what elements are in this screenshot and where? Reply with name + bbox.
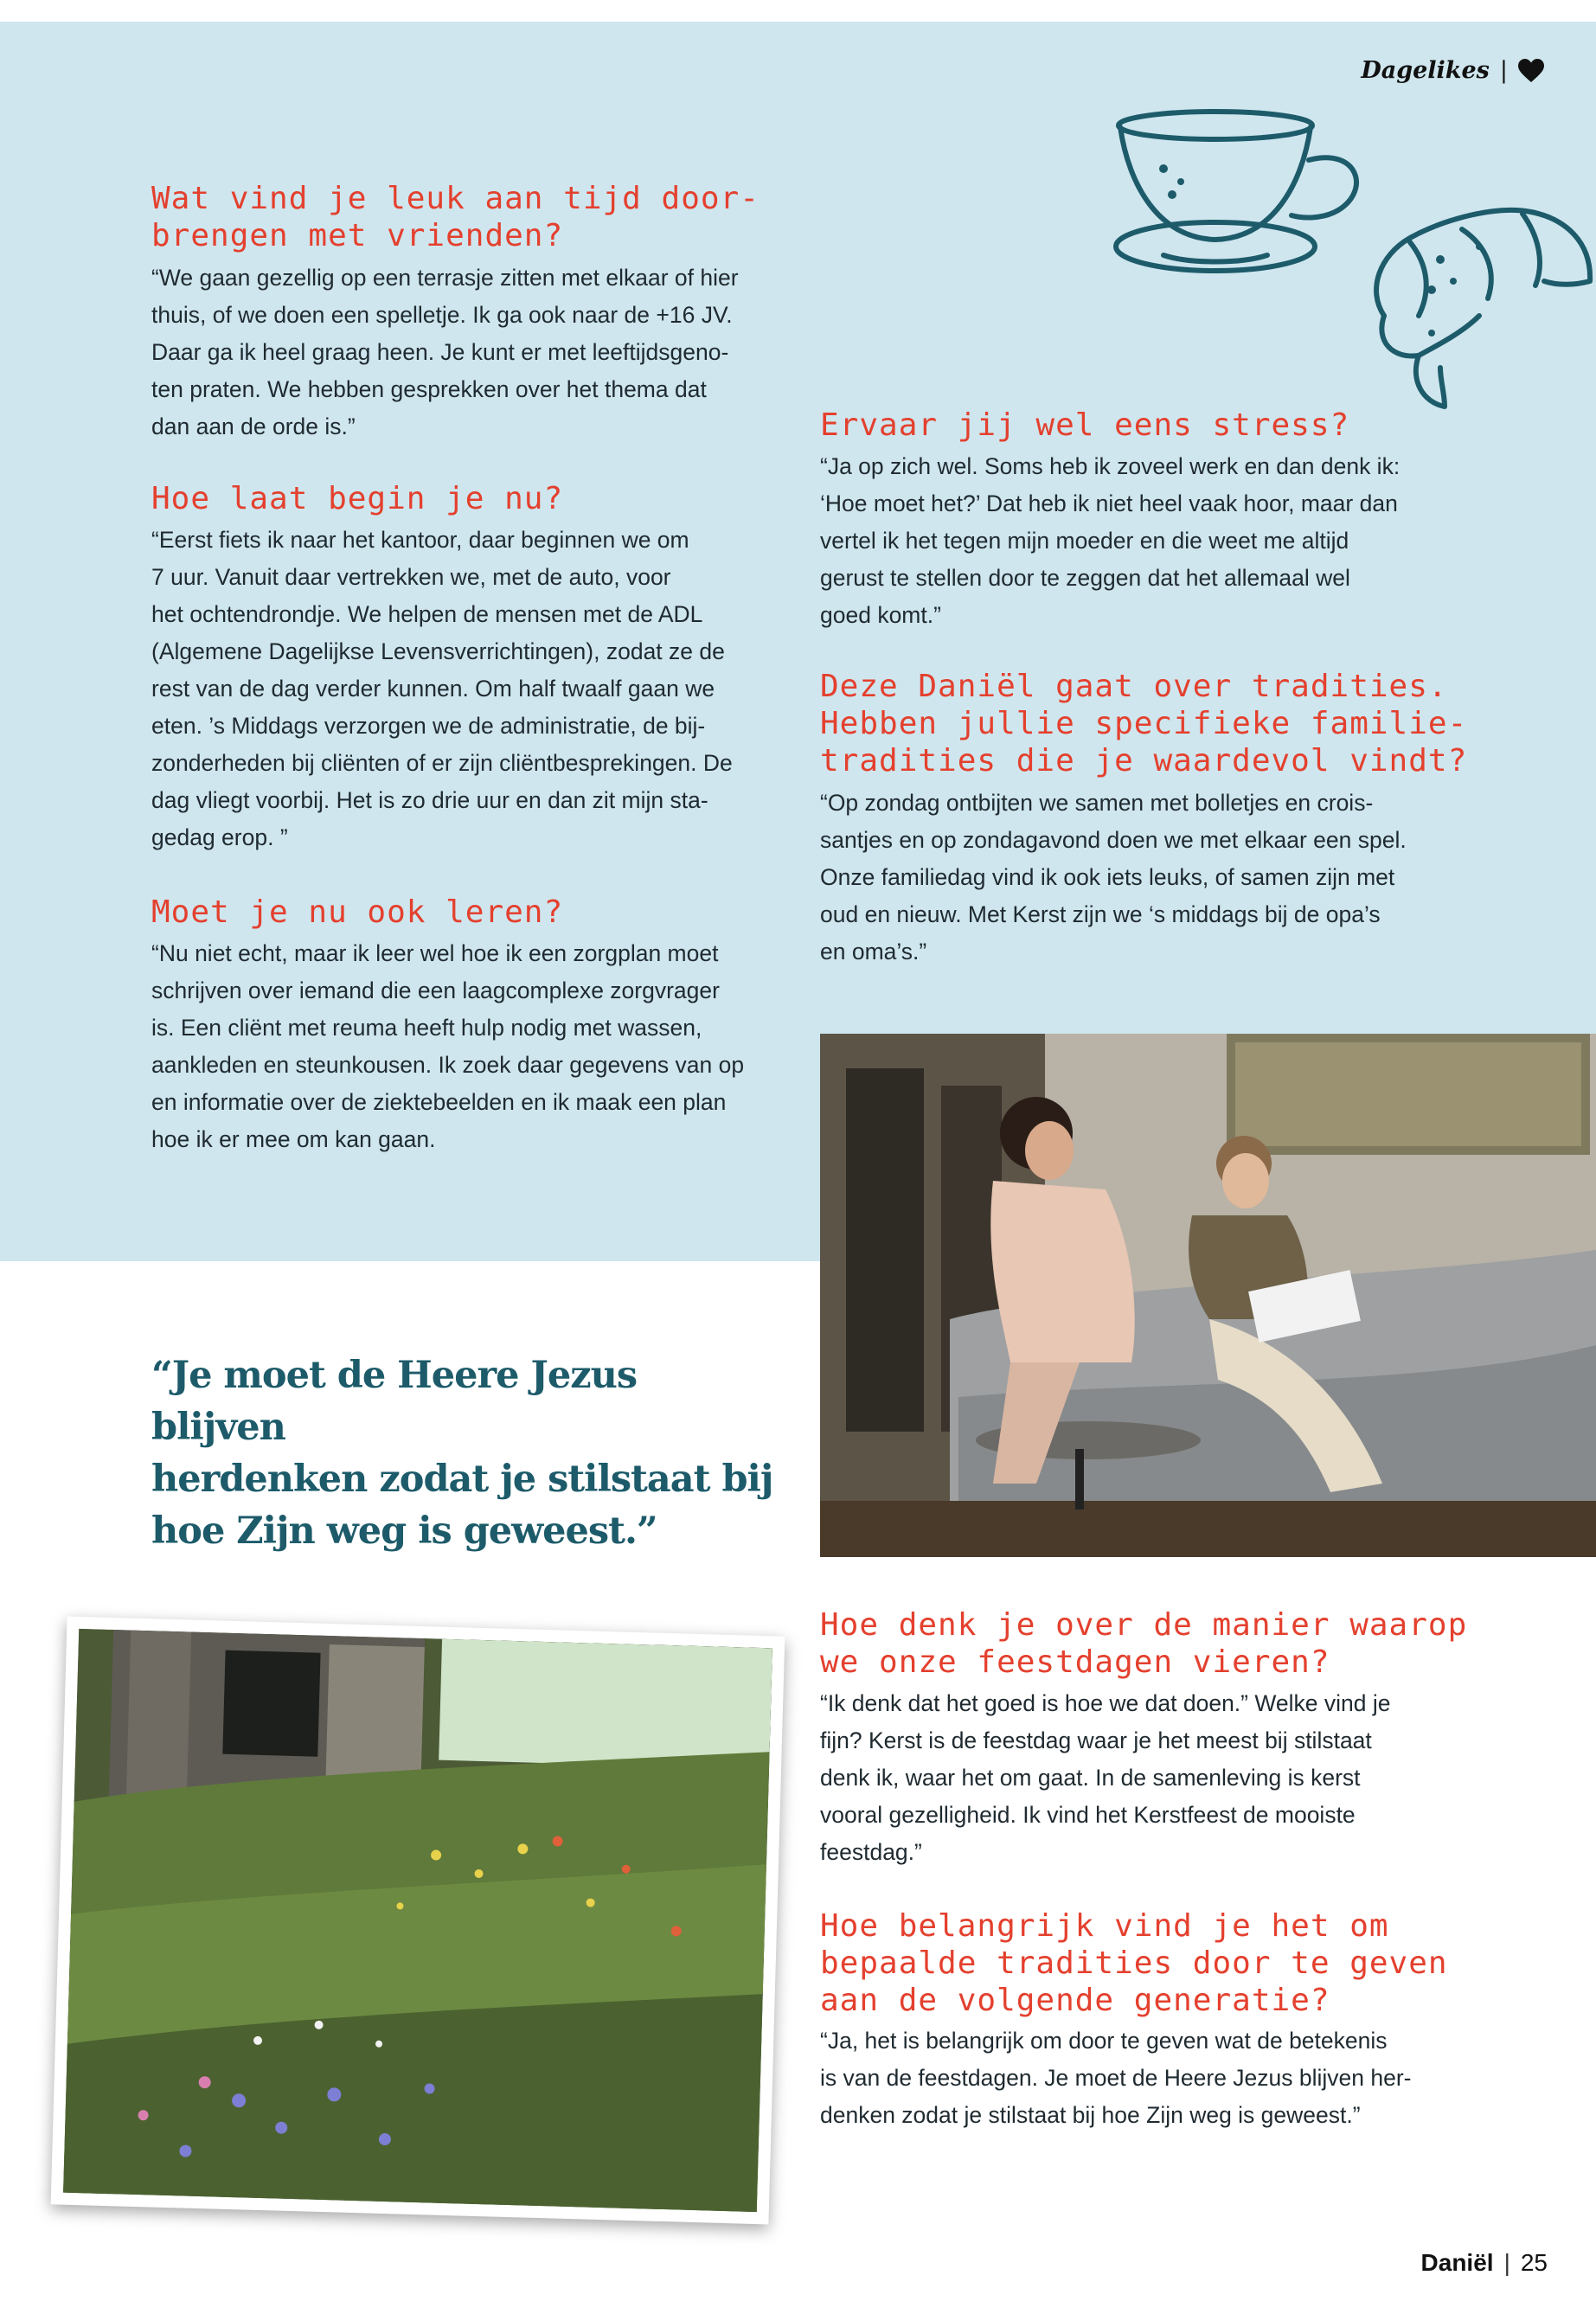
- answer-line: 7 uur. Vanuit daar vertrekken we, met de auto, voor: [151, 564, 671, 590]
- answer-text: [820, 1685, 1564, 1871]
- pull-quote-line: “Je moet de Heere Jezus blijven: [151, 1354, 638, 1449]
- answer-line: vertel ik het tegen mijn moeder en die weet me altijd: [820, 528, 1349, 554]
- answer-line: aankleden en steunkousen. Ik zoek daar gegevens van op: [151, 1052, 745, 1078]
- footer-separator: |: [1503, 2249, 1510, 2276]
- magazine-name: Daniël: [1420, 2249, 1494, 2276]
- question-heading: Hoe denk je over de manier waarop we onze feestdagen vieren?: [820, 1607, 1468, 1680]
- answer-line: (Algemene Dagelijkse Levensverrichtingen), zodat ze de: [151, 638, 725, 664]
- answer-line: feestdag.”: [820, 1839, 922, 1865]
- answer-line: en informatie over de ziektebeelden en ik maak een plan: [151, 1089, 727, 1115]
- answer-text: [820, 2022, 1564, 2134]
- answer-line: vooral gezelligheid. Ik vind het Kerstfeest de mooiste: [820, 1802, 1356, 1828]
- answer-line: thuis, of we doen een spelletje. Ik ga ook naar de +16 JV.: [151, 302, 733, 328]
- answer-line: het ochtendrondje. We helpen de mensen met de ADL: [151, 601, 703, 627]
- answer-line: dag vliegt voorbij. Het is zo drie uur en dan zit mijn sta-: [151, 787, 708, 813]
- garden-photo-scene: [63, 1629, 772, 2212]
- answer-text: [820, 785, 1564, 971]
- question-heading: Hoe belangrijk vind je het om bepaalde tradities door te geven aan de volgende generatie?: [820, 1908, 1448, 2018]
- couple-photo: [820, 1034, 1596, 1557]
- answer-text: [151, 260, 809, 445]
- answer-line: gedag erop. ”: [151, 824, 288, 850]
- answer-line: fijn? Kerst is de feestdag waar je het meest bij stilstaat: [820, 1727, 1372, 1753]
- answer-line: ten praten. We hebben gesprekken over het thema dat: [151, 376, 707, 402]
- question-heading: Wat vind je leuk aan tijd door- brengen met vrienden?: [151, 181, 760, 253]
- question-heading: Moet je nu ook leren?: [151, 894, 564, 930]
- answer-line: eten. ’s Middags verzorgen we de administratie, de bij-: [151, 713, 706, 739]
- garden-photo-frame: [51, 1617, 785, 2225]
- answer-line: “Eerst fiets ik naar het kantoor, daar beginnen we om: [151, 527, 689, 553]
- answer-line: Daar ga ik heel graag heen. Je kunt er met leeftijdsgeno-: [151, 339, 729, 365]
- answer-line: “Nu niet echt, maar ik leer wel hoe ik een zorgplan moet: [151, 940, 719, 966]
- answer-line: Onze familiedag vind ik ook iets leuks, of samen zijn met: [820, 864, 1395, 890]
- answer-line: denk ik, waar het om gaat. In de samenleving is kerst: [820, 1765, 1361, 1791]
- answer-line: goed komt.”: [820, 602, 941, 628]
- answer-line: oud en nieuw. Met Kerst zijn we ‘s middags bij de opa’s: [820, 901, 1381, 927]
- answer-line: ‘Hoe moet het?’ Dat heb ik niet heel vaak hoor, maar dan: [820, 490, 1398, 516]
- pull-quote-line: herdenken zodat je stilstaat bij: [151, 1458, 773, 1501]
- question-heading: Ervaar jij wel eens stress?: [820, 407, 1350, 443]
- answer-line: “Ja, het is belangrijk om door te geven wat de betekenis: [820, 2028, 1388, 2054]
- question-heading: Hoe laat begin je nu?: [151, 481, 564, 516]
- answer-line: “Op zondag ontbijten we samen met bolletjes en crois-: [820, 790, 1374, 816]
- garden-photo: [63, 1629, 772, 2212]
- section-separator: |: [1499, 57, 1508, 84]
- answer-line: rest van de dag verder kunnen. Om half twaalf gaan we: [151, 676, 715, 702]
- coffee-cup-icon: [1112, 108, 1380, 290]
- answer-line: “We gaan gezellig op een terrasje zitten met elkaar of hier: [151, 265, 739, 291]
- answer-text: [151, 522, 809, 856]
- answer-line: “Ik denk dat het goed is hoe we dat doen.” Welke vind je: [820, 1690, 1391, 1716]
- answer-line: gerust te stellen door te zeggen dat het allemaal wel: [820, 565, 1350, 591]
- section-title: Dagelikes: [1361, 57, 1490, 84]
- pull-quote-line: hoe Zijn weg is geweest.”: [151, 1509, 657, 1553]
- answer-line: hoe ik er mee om kan gaan.: [151, 1126, 436, 1152]
- answer-text: [820, 448, 1564, 634]
- answer-line: santjes en op zondagavond doen we met elkaar een spel.: [820, 827, 1407, 853]
- answer-line: is van de feestdagen. Je moet de Heere Jezus blijven her-: [820, 2065, 1412, 2091]
- answer-line: zonderheden bij cliënten of er zijn cliëntbesprekingen. De: [151, 750, 733, 776]
- answer-text: [151, 935, 809, 1158]
- section-label: [1361, 57, 1544, 84]
- answer-line: dan aan de orde is.”: [151, 413, 356, 439]
- answer-line: en oma’s.”: [820, 939, 927, 965]
- croissant-icon: [1358, 195, 1596, 420]
- answer-line: denken zodat je stilstaat bij hoe Zijn weg is geweest.”: [820, 2102, 1361, 2128]
- page-footer: [1421, 2249, 1548, 2277]
- couple-photo-scene: [820, 1034, 1596, 1557]
- pull-quote: [151, 1349, 774, 1557]
- answer-line: is. Een cliënt met reuma heeft hulp nodig met wassen,: [151, 1015, 702, 1041]
- answer-line: “Ja op zich wel. Soms heb ik zoveel werk en dan denk ik:: [820, 453, 1401, 479]
- page-number: 25: [1520, 2249, 1548, 2276]
- answer-line: schrijven over iemand die een laagcomplexe zorgvrager: [151, 977, 720, 1003]
- heart-icon: [1518, 59, 1544, 83]
- question-heading: Deze Daniël gaat over tradities. Hebben jullie specifieke familie- tradities die je waardevol vindt?: [820, 669, 1468, 779]
